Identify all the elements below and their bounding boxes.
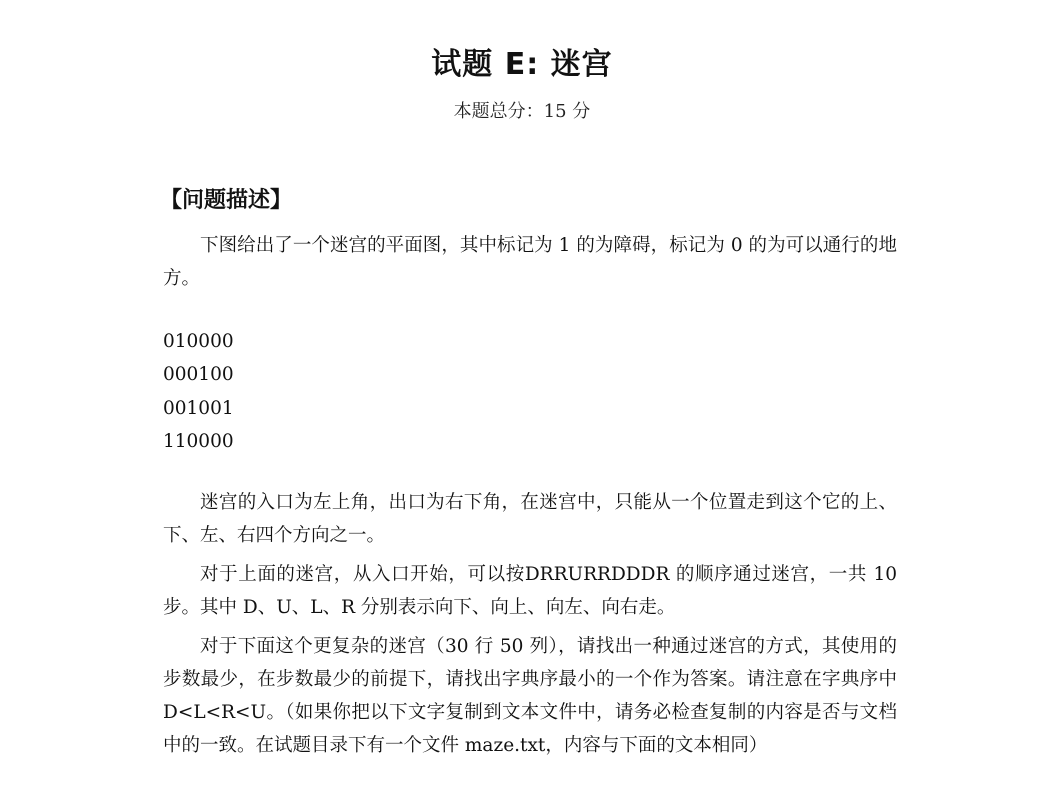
paragraph-task: 对于下面这个更复杂的迷宫（30 行 50 列），请找出一种通过迷宫的方式，其使用的步数最少，在步数最少的前提下，请找出字典序最小的一个作为答案。请注意在字典序中D<L<R<U。（如果你把以下文字复制到文本文件中，请务必检查复制的内容是否与文档中的一致。在试题目录下有一个文件 maze.txt，内容与下面的文本相同） [163,636,897,756]
problem-title: 试题 E: 迷宫 [431,47,613,82]
maze-row: 010000 [163,331,234,352]
paragraph-rules: 迷宫的入口为左上角，出口为右下角，在迷宫中，只能从一个位置走到这个它的上、下、左、右四个方向之一。 [163,492,897,546]
maze-row: 000100 [163,364,234,386]
maze-row: 001001 [163,397,234,419]
maze-example [163,325,234,458]
section-heading-description: 【问题描述】 [160,188,293,213]
paragraph-intro: 下图给出了一个迷宫的平面图，其中标记为 1 的为障碍，标记为 0 的为可以通行的地方。 [163,235,897,289]
paragraph-example: 对于上面的迷宫，从入口开始，可以按DRRURRDDDR 的顺序通过迷宫，一共 10 步。其中 D、U、L、R 分别表示向下、向上、向左、向右走。 [163,564,897,618]
maze-row: 110000 [163,430,234,452]
problem-score: 本题总分：15 分 [453,101,591,122]
